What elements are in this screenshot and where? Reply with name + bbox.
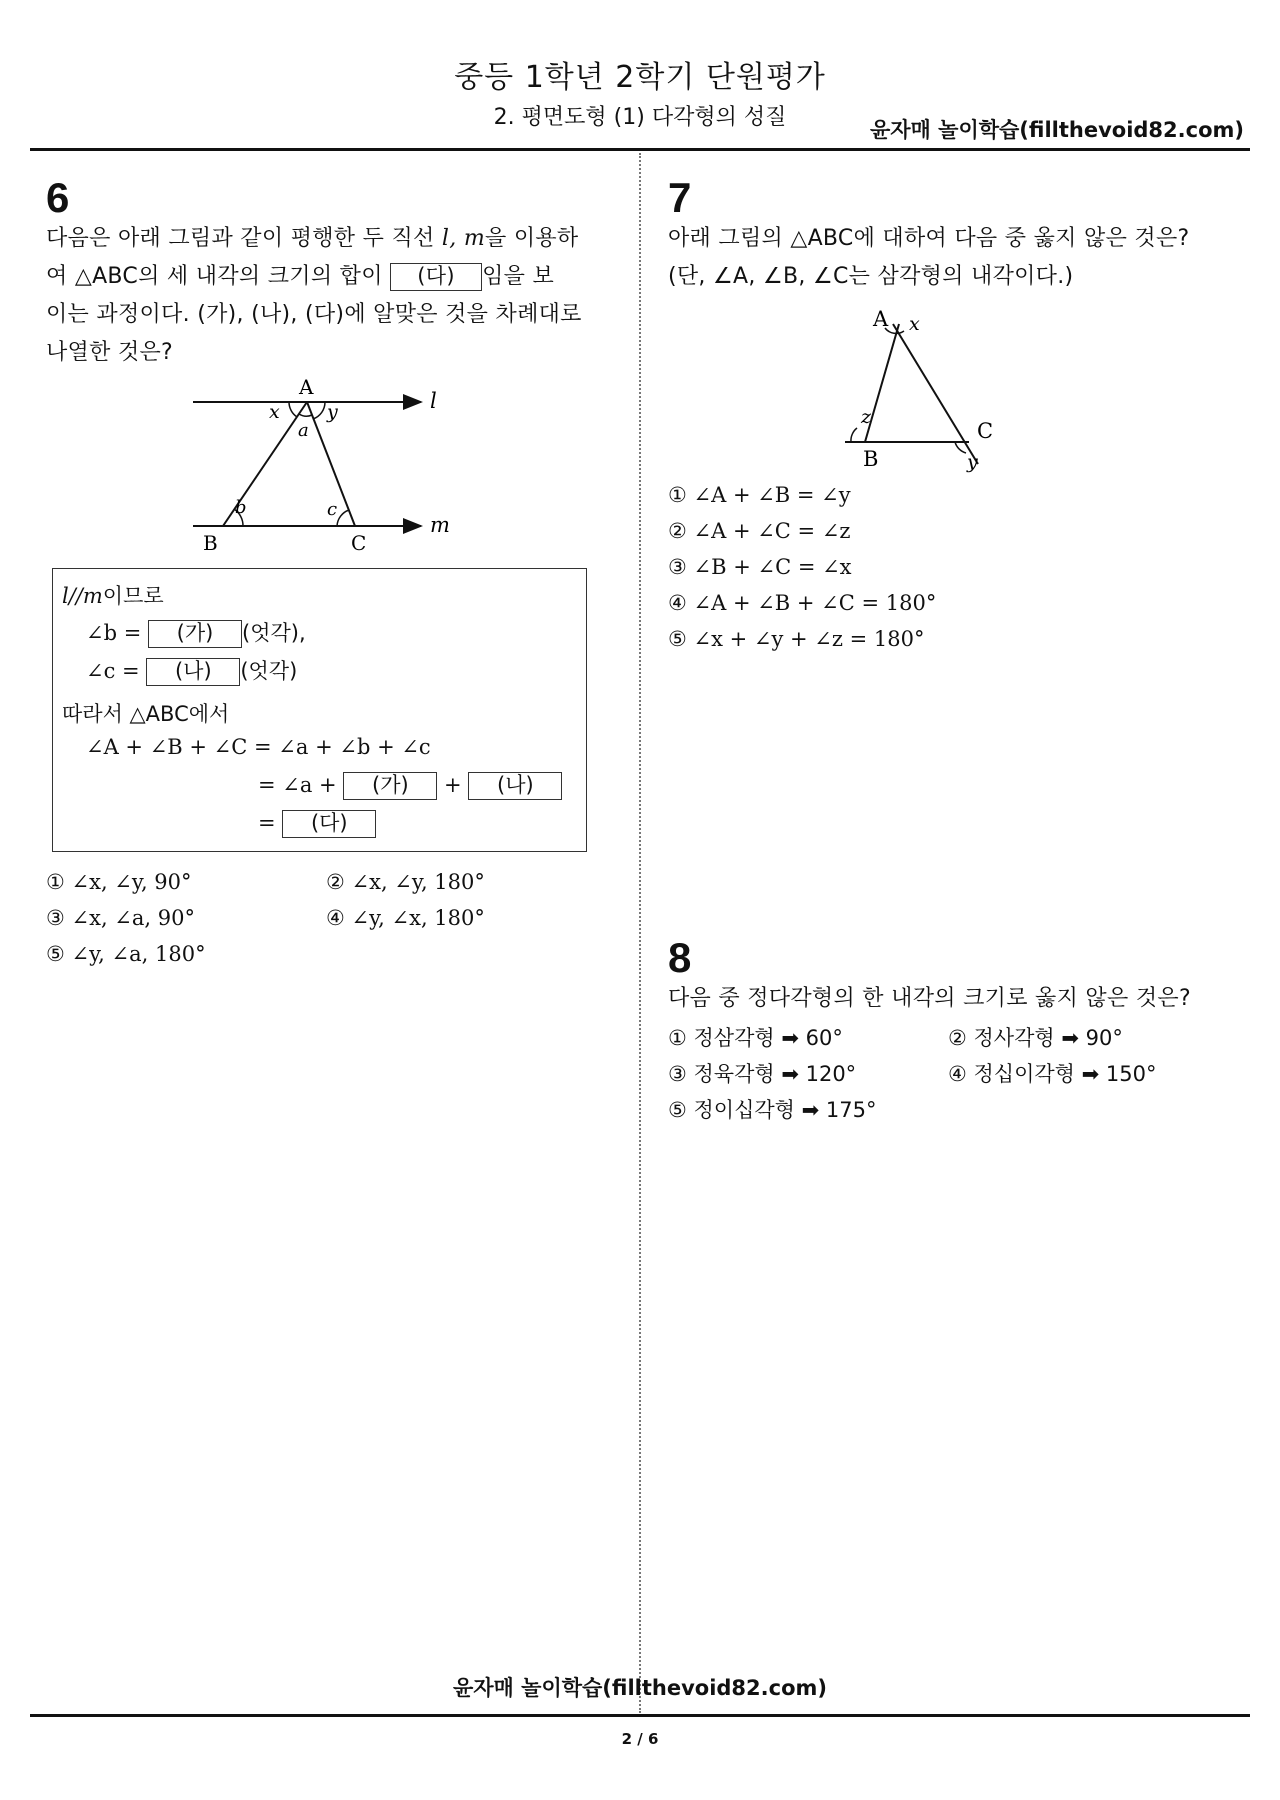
q8-option-3[interactable]: ③ 정육각형 ➡ 120° <box>668 1062 857 1086</box>
q7-label-c: C <box>977 419 994 443</box>
q6-option-4[interactable]: ④ ∠y, ∠x, 180° <box>326 906 485 930</box>
q7-option-2[interactable]: ② ∠A + ∠C = ∠z <box>668 519 851 543</box>
q6-question <box>46 220 606 372</box>
q6-proof-line7-pre: = <box>258 811 276 835</box>
q8-line1: 다음 중 정다각형의 한 내각의 크기로 옳지 않은 것은? <box>668 986 1191 1011</box>
q7-label-z: z <box>861 406 872 428</box>
q7-label-y: y <box>967 451 978 473</box>
q6-label-c-vertex: C <box>351 531 367 555</box>
q6-proof-line2 <box>86 617 306 648</box>
q6-line2-b: 임을 보 <box>482 264 555 289</box>
q7-number: 7 <box>668 174 692 221</box>
q7-question <box>668 220 1228 296</box>
q7-arc-y <box>955 442 966 453</box>
q6-proof-line1 <box>62 580 164 610</box>
q6-proof-blank-na-2: (나) <box>468 772 562 800</box>
brand-header: 윤자매 놀이학습(fillthevoid82.com) <box>869 118 1244 142</box>
q6-proof-line6 <box>258 772 562 800</box>
header-rule <box>30 148 1250 151</box>
q6-label-l: l <box>430 389 437 413</box>
q6-label-y: y <box>327 401 338 423</box>
q6-proof-line1-text: 이므로 <box>102 584 164 608</box>
q7-label-x: x <box>909 313 920 335</box>
q6-arc-x <box>289 402 297 417</box>
q8-option-4[interactable]: ④ 정십이각형 ➡ 150° <box>948 1062 1157 1086</box>
q7-option-3[interactable]: ③ ∠B + ∠C = ∠x <box>668 555 852 579</box>
page-title: 중등 1학년 2학기 단원평가 <box>454 60 826 95</box>
q6-proof-line2-post: (엇각), <box>242 621 306 645</box>
q7-label-a: A <box>873 307 889 331</box>
q6-proof-parallel: l//m <box>62 584 103 608</box>
q6-proof-line6-pre: = ∠a + <box>258 773 337 797</box>
q6-line1-a: 다음은 아래 그림과 같이 평행한 두 직선 <box>46 226 442 251</box>
q6-blank-da: (다) <box>390 263 482 291</box>
q6-option-2[interactable]: ② ∠x, ∠y, 180° <box>326 870 485 894</box>
q6-label-a: a <box>298 420 309 441</box>
q6-proof-line4: 따라서 △ABC에서 <box>62 702 230 726</box>
brand-footer: 윤자매 놀이학습(fillthevoid82.com) <box>452 1676 827 1700</box>
q6-proof-line5: ∠A + ∠B + ∠C = ∠a + ∠b + ∠c <box>86 735 431 759</box>
q6-line1-vars: l, m <box>441 226 485 251</box>
q7-line1: 아래 그림의 △ABC에 대하여 다음 중 옳지 않은 것은? <box>668 226 1190 251</box>
q6-proof-blank-ga-2: (가) <box>343 772 437 800</box>
q6-proof-line3-post: (엇각) <box>240 659 298 683</box>
q7-option-4[interactable]: ④ ∠A + ∠B + ∠C = 180° <box>668 591 937 615</box>
q6-proof-blank-ga: (가) <box>148 620 242 648</box>
column-divider <box>639 153 641 1713</box>
q6-proof-line3 <box>86 655 297 686</box>
q6-arc-c <box>337 510 349 526</box>
q6-label-b: b <box>235 497 247 518</box>
q6-option-3[interactable]: ③ ∠x, ∠a, 90° <box>46 906 195 930</box>
q6-line4: 나열한 것은? <box>46 340 174 365</box>
q7-figure <box>835 300 1045 475</box>
q6-proof-line3-pre: ∠c = <box>86 659 140 683</box>
q6-arc-y <box>313 402 325 419</box>
footer-rule <box>30 1714 1250 1717</box>
q7-option-5[interactable]: ⑤ ∠x + ∠y + ∠z = 180° <box>668 627 925 651</box>
q6-arc-a <box>299 414 312 416</box>
q7-line2: (단, ∠A, ∠B, ∠C는 삼각형의 내각이다.) <box>668 264 1074 289</box>
q6-option-1[interactable]: ① ∠x, ∠y, 90° <box>46 870 192 894</box>
q6-label-m: m <box>430 513 450 537</box>
q6-proof-blank-na: (나) <box>146 658 240 686</box>
q6-number: 6 <box>46 174 70 221</box>
q6-proof-line6-plus: + <box>444 773 462 797</box>
q6-proof-line7 <box>258 810 376 838</box>
q6-label-x: x <box>269 401 280 423</box>
q8-option-5[interactable]: ⑤ 정이십각형 ➡ 175° <box>668 1098 877 1122</box>
q6-figure <box>185 378 465 558</box>
q7-label-b: B <box>863 447 879 471</box>
q8-option-2[interactable]: ② 정사각형 ➡ 90° <box>948 1026 1123 1050</box>
q6-line1-b: 을 이용하 <box>484 226 579 251</box>
q8-option-1[interactable]: ① 정삼각형 ➡ 60° <box>668 1026 843 1050</box>
q6-proof-blank-da-2: (다) <box>282 810 376 838</box>
page-number: 2 / 6 <box>621 1730 659 1748</box>
q6-line3: 이는 과정이다. (가), (나), (다)에 알맞은 것을 차례대로 <box>46 302 582 327</box>
q7-arc-z <box>851 428 857 442</box>
q7-option-1[interactable]: ① ∠A + ∠B = ∠y <box>668 483 851 507</box>
q6-label-c: c <box>327 499 338 520</box>
q6-label-b-vertex: B <box>203 531 218 555</box>
q6-option-5[interactable]: ⑤ ∠y, ∠a, 180° <box>46 942 206 966</box>
q8-number: 8 <box>668 934 692 981</box>
q6-line2-a: 여 △ABC의 세 내각의 크기의 합이 <box>46 264 391 289</box>
q6-proof-line2-pre: ∠b = <box>86 621 142 645</box>
page-subtitle: 2. 평면도형 (1) 다각형의 성질 <box>493 105 787 130</box>
q6-label-a-vertex: A <box>299 378 314 399</box>
